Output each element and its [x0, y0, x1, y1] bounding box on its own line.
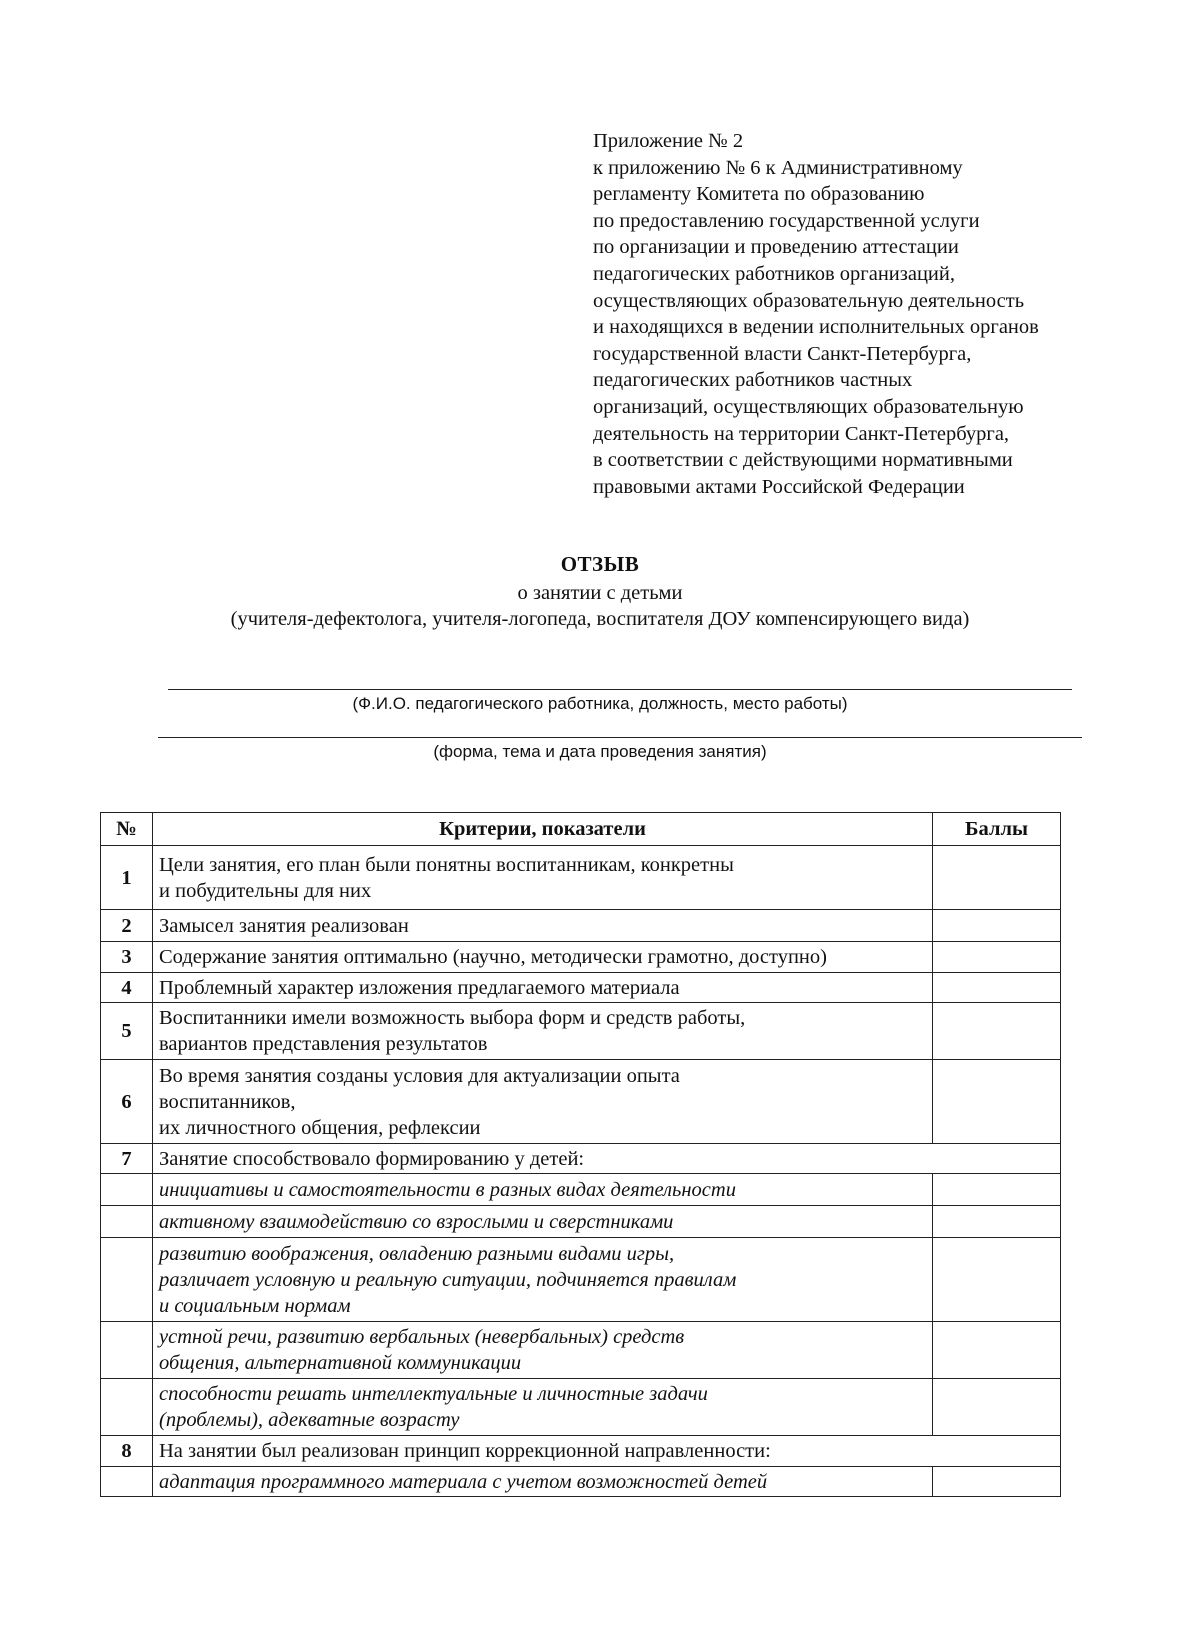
- row-subcriterion: способности решать интеллектуальные и личностные задачи (проблемы), адекватные возрасту: [153, 1379, 933, 1436]
- table-row: [101, 1003, 1061, 1060]
- person-fill-line[interactable]: [168, 689, 1072, 690]
- lesson-caption: (форма, тема и дата проведения занятия): [433, 742, 767, 761]
- table-row: [101, 1379, 1061, 1436]
- score-cell[interactable]: [933, 1379, 1061, 1436]
- row-subcriterion: устной речи, развитию вербальных (невербальных) средств общения, альтернативной коммуникации: [153, 1322, 933, 1379]
- score-cell[interactable]: [933, 1206, 1061, 1238]
- table-row: [101, 1144, 1061, 1174]
- appendix-line: и находящихся в ведении исполнительных органов: [593, 316, 1039, 339]
- row-number: 4: [101, 973, 153, 1003]
- appendix-line: осуществляющих образовательную деятельность: [593, 289, 1025, 312]
- appendix-header: [593, 128, 1183, 500]
- table-row: [101, 1322, 1061, 1379]
- row-criterion-group: На занятии был реализован принцип коррекционной направленности:: [153, 1436, 1061, 1467]
- table-row: [101, 1467, 1061, 1497]
- row-criterion: Содержание занятия оптимально (научно, методически грамотно, доступно): [153, 942, 933, 973]
- row-subcriterion: активному взаимодействию со взрослыми и сверстниками: [153, 1206, 933, 1238]
- table-row: [101, 910, 1061, 942]
- score-cell[interactable]: [933, 1174, 1061, 1206]
- appendix-line: правовыми актами Российской Федерации: [593, 475, 965, 498]
- row-criterion: Во время занятия созданы условия для актуализации опыта воспитанников, их личностного общения, рефлексии: [153, 1060, 933, 1144]
- row-number: 8: [101, 1436, 153, 1467]
- criteria-table: [100, 812, 1061, 1497]
- row-number: [101, 1238, 153, 1322]
- appendix-line: педагогических работников частных: [593, 369, 913, 392]
- row-number: [101, 1206, 153, 1238]
- score-cell[interactable]: [933, 1060, 1061, 1144]
- document-title: ОТЗЫВ: [560, 552, 640, 576]
- score-cell[interactable]: [933, 1467, 1061, 1497]
- row-number: [101, 1322, 153, 1379]
- header-score: Баллы: [933, 813, 1061, 846]
- score-cell[interactable]: [933, 942, 1061, 973]
- score-cell[interactable]: [933, 1003, 1061, 1060]
- appendix-line: регламенту Комитета по образованию: [593, 183, 925, 206]
- row-number: 6: [101, 1060, 153, 1144]
- appendix-line: к приложению № 6 к Административному: [593, 156, 963, 179]
- appendix-line: государственной власти Санкт-Петербурга,: [593, 342, 972, 365]
- table-row: [101, 1206, 1061, 1238]
- score-cell[interactable]: [933, 910, 1061, 942]
- appendix-line: организаций, осуществляющих образовательную: [593, 395, 1024, 418]
- appendix-line: деятельность на территории Санкт-Петербурга,: [593, 422, 1010, 445]
- row-criterion: Цели занятия, его план были понятны воспитанникам, конкретны и побудительны для них: [153, 846, 933, 910]
- table-row: [101, 846, 1061, 910]
- person-caption: (Ф.И.О. педагогического работника, должность, место работы): [352, 694, 848, 713]
- row-criterion: Замысел занятия реализован: [153, 910, 933, 942]
- appendix-line: педагогических работников организаций,: [593, 262, 955, 285]
- row-number: 3: [101, 942, 153, 973]
- table-row: [101, 1060, 1061, 1144]
- header-num: №: [101, 813, 153, 846]
- row-criterion: Проблемный характер изложения предлагаемого материала: [153, 973, 933, 1003]
- document-subtitle: о занятии с детьми: [517, 582, 683, 604]
- document-subtitle-roles: (учителя-дефектолога, учителя-логопеда, воспитателя ДОУ компенсирующего вида): [230, 608, 970, 630]
- appendix-line: Приложение № 2: [593, 130, 744, 152]
- appendix-line: по предоставлению государственной услуги: [593, 209, 980, 232]
- row-subcriterion: адаптация программного материала с учетом возможностей детей: [153, 1467, 933, 1497]
- table-row: [101, 973, 1061, 1003]
- appendix-line: по организации и проведению аттестации: [593, 236, 959, 259]
- row-number: 5: [101, 1003, 153, 1060]
- table-header-row: [101, 813, 1061, 846]
- score-cell[interactable]: [933, 1238, 1061, 1322]
- header-criteria: Критерии, показатели: [153, 813, 933, 846]
- row-number: [101, 1467, 153, 1497]
- score-cell[interactable]: [933, 1322, 1061, 1379]
- row-subcriterion: развитию воображения, овладению разными видами игры, различает условную и реальную ситуации, подчиняется правилам и социальным нормам: [153, 1238, 933, 1322]
- row-subcriterion: инициативы и самостоятельности в разных видах деятельности: [153, 1174, 933, 1206]
- row-number: 1: [101, 846, 153, 910]
- row-number: [101, 1174, 153, 1206]
- table-row: [101, 942, 1061, 973]
- table-row: [101, 1436, 1061, 1467]
- appendix-line: в соответствии с действующими нормативными: [593, 449, 1013, 472]
- row-criterion: Воспитанники имели возможность выбора форм и средств работы, вариантов представления результатов: [153, 1003, 933, 1060]
- table-row: [101, 1174, 1061, 1206]
- row-number: 7: [101, 1144, 153, 1174]
- row-criterion-group: Занятие способствовало формированию у детей:: [153, 1144, 1061, 1174]
- score-cell[interactable]: [933, 846, 1061, 910]
- row-number: 2: [101, 910, 153, 942]
- score-cell[interactable]: [933, 973, 1061, 1003]
- table-row: [101, 1238, 1061, 1322]
- lesson-fill-line[interactable]: [158, 737, 1082, 738]
- row-number: [101, 1379, 153, 1436]
